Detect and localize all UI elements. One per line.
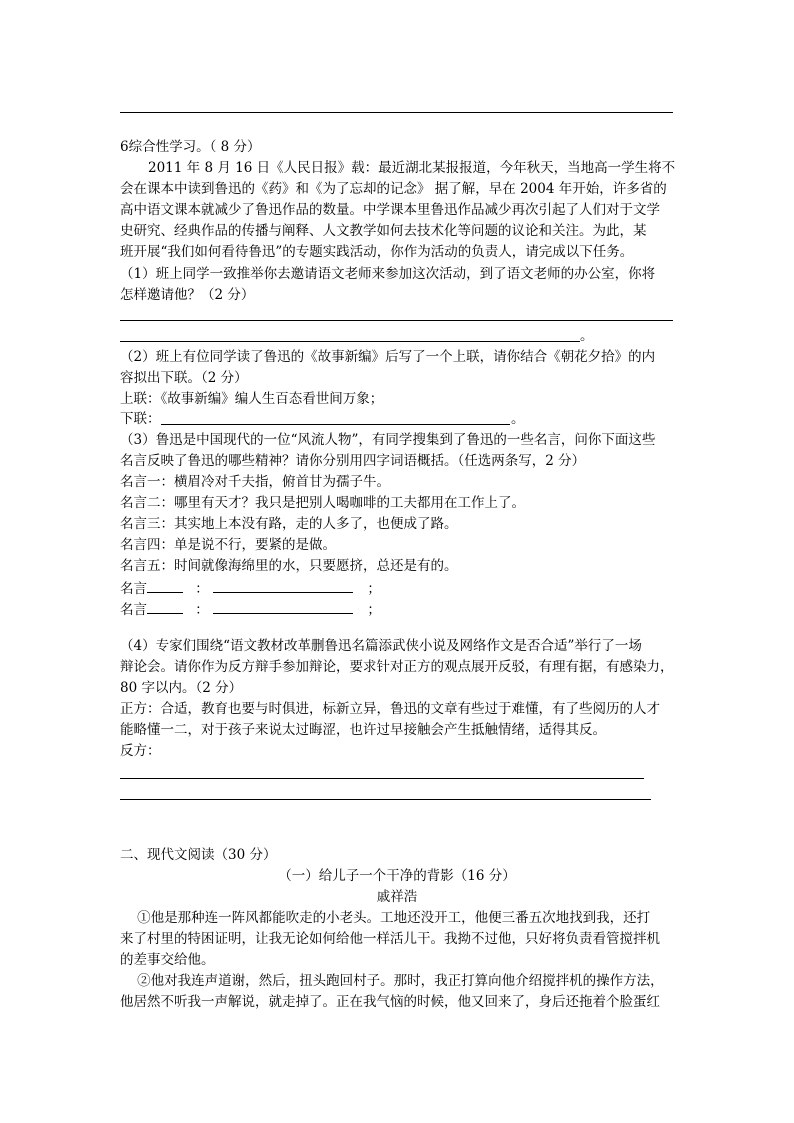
intro-line: 高中语文课本就减少了鲁迅作品的数量。中学课本里鲁迅作品减少再次引起了人们对于文学 xyxy=(120,202,660,218)
upper-couplet: 上联：《故事新编》编人生百态看世间万象； xyxy=(120,391,384,407)
intro-line: 班开展“我们如何看待鲁迅”的专题实践活动，你作为活动的负责人，请完成以下任务。 xyxy=(120,244,634,260)
quote-item: 名言二：哪里有天才？我只是把别人喝咖啡的工夫都用在工作上了。 xyxy=(120,495,525,511)
affirmative-view: 能略懂一二，对于孩子来说太过晦涩，也许过早接触会产生抵触情绪，适得其反。 xyxy=(120,722,606,738)
question-2: （2）班上有位同学读了鲁迅的《故事新编》后写了一个上联，请你结合《朝花夕拾》的内 xyxy=(120,349,656,365)
affirmative-view: 正方：合适，教育也要与时俱进，标新立异，鲁迅的文章有些过于难懂，有了些阅历的人才 xyxy=(120,701,660,717)
part-2-heading: 二、现代文阅读（30 分） xyxy=(120,847,277,863)
lower-couplet-end: 。 xyxy=(511,411,525,427)
negative-label: 反方： xyxy=(120,743,161,759)
article-paragraph-line: 他居然不听我一声解说，就走掉了。正在我气恼的时候，他又回来了，身后还拖着个脸蛋红 xyxy=(120,994,660,1010)
question-4: 80 字以内。（2 分） xyxy=(120,680,243,696)
article-paragraph-line: ②他对我连声道谢，然后，扭头跑回村子。那时，我正打算向他介绍搅拌机的操作方法， xyxy=(120,973,664,989)
question-4: （4）专家们围绕“语文教材改革删鲁迅名篇添武侠小说及网络作文是否合适”举行了一场 xyxy=(120,638,642,654)
question-3: （3）鲁迅是中国现代的一位“风流人物”，有同学搜集到了鲁迅的一些名言，问你下面这些 xyxy=(120,432,656,448)
question-1: （1）班上同学一致推举你去邀请语文老师来参加这次活动，到了语文老师的办公室，你将 xyxy=(120,266,656,282)
intro-line: 2011 年 8 月 16 日《人民日报》载：最近湖北某报报道，今年秋天，当地高一学生将不 xyxy=(148,160,676,176)
article-author: 戚祥浩 xyxy=(376,889,418,905)
section-6-title: 6综合性学习。（ 8 分） xyxy=(120,139,261,155)
article-paragraph-line: 的差事交给他。 xyxy=(120,952,215,968)
quote-number-blank[interactable] xyxy=(147,577,183,593)
q1-end-mark: 。 xyxy=(580,328,594,344)
article-paragraph-line: 来了村里的特困证明，让我无论如何给他一样活儿干。我拗不过他，只好将负责看管搅拌机 xyxy=(120,931,660,947)
question-3: 名言反映了鲁迅的哪些精神？请你分别用四字词语概括。（任选两条写，2 分） xyxy=(120,453,586,469)
quote-item: 名言四：单是说不行，要紧的是做。 xyxy=(120,537,336,553)
header-rule xyxy=(120,112,673,113)
quote-answer-label: 名言 xyxy=(120,581,147,597)
answer-line-q4[interactable] xyxy=(120,778,644,779)
answer-line-lower-couplet[interactable] xyxy=(161,424,510,425)
article-paragraph-line: ①他是那种连一阵风都能吹走的小老头。工地还没开工，他便三番五次地找到我，还打 xyxy=(120,910,651,926)
quote-answer-row xyxy=(120,577,381,600)
quote-spirit-blank[interactable] xyxy=(213,598,353,614)
quote-answer-end: ； xyxy=(367,581,381,597)
quote-item: 名言三：其实地上本没有路，走的人多了，也便成了路。 xyxy=(120,516,458,532)
quote-answer-end: ； xyxy=(367,602,381,618)
intro-line: 史研究、经典作品的传播与阐释、人文教学如何去技术化等问题的议论和关注。为此，某 xyxy=(120,223,647,239)
answer-line-q1[interactable] xyxy=(120,341,580,342)
question-4: 辩论会。请你作为反方辩手参加辩论，要求针对正方的观点展开反驳，有理有据，有感染力， xyxy=(120,659,674,675)
quote-item: 名言五：时间就像海绵里的水，只要愿挤，总还是有的。 xyxy=(120,558,458,574)
answer-line-q4[interactable] xyxy=(120,799,651,800)
quote-number-blank[interactable] xyxy=(147,598,183,614)
quote-spirit-blank[interactable] xyxy=(213,577,353,593)
answer-line-q1[interactable] xyxy=(120,320,673,321)
lower-couplet-label: 下联： xyxy=(120,411,161,427)
quote-answer-colon: ： xyxy=(195,581,209,597)
question-1: 怎样邀请他？（2 分） xyxy=(120,287,255,303)
quote-item: 名言一：横眉冷对千夫指，俯首甘为孺子牛。 xyxy=(120,474,390,490)
quote-answer-row xyxy=(120,598,381,621)
quote-answer-label: 名言 xyxy=(120,602,147,618)
question-2: 容拟出下联。（2 分） xyxy=(120,370,248,386)
intro-line: 会在课本中读到鲁迅的《药》和《为了忘却的记念》 据了解，早在 2004 年开始，许多省的 xyxy=(120,181,667,197)
quote-answer-colon: ： xyxy=(195,602,209,618)
article-title: （一）给儿子一个干净的背影（16 分） xyxy=(278,868,516,884)
